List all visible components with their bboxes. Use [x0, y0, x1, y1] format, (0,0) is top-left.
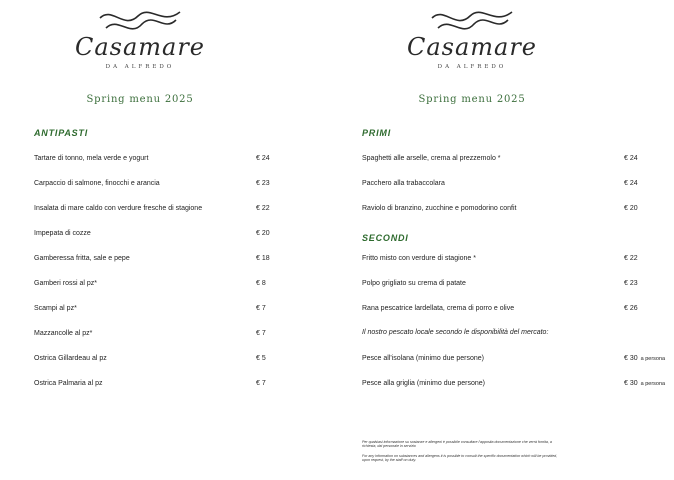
- brand-name: Casamare: [74, 33, 206, 61]
- price-value: € 20: [624, 205, 638, 212]
- menu-item: [362, 155, 674, 167]
- price-value: € 7: [256, 330, 266, 337]
- brand-logo: [402, 8, 542, 78]
- market-note: Il nostro pescato locale secondo le disponibilità del mercato:: [362, 329, 549, 336]
- price-value: € 22: [256, 205, 270, 212]
- price-value: € 5: [256, 355, 266, 362]
- dish-price: [624, 380, 665, 387]
- price-value: € 24: [624, 180, 638, 187]
- menu-page-right: [320, 0, 666, 480]
- price-unit: a persona: [640, 381, 666, 387]
- price-value: € 22: [624, 255, 638, 262]
- price-value: € 8: [256, 280, 266, 287]
- dish-price: [256, 205, 270, 212]
- dish-name: Rana pescatrice lardellata, crema di porro e olive: [362, 305, 515, 312]
- price-value: € 7: [256, 380, 266, 387]
- brand-name: Casamare: [406, 33, 538, 61]
- section-antipasti: ANTIPASTI: [34, 128, 89, 138]
- menu-item: [34, 380, 306, 392]
- dish-price: [624, 305, 638, 312]
- dish-name: Pacchero alla trabaccolara: [362, 180, 445, 187]
- dish-name: Ostrica Palmaria al pz: [34, 380, 103, 387]
- brand-subtitle: DA ALFREDO: [437, 64, 507, 70]
- menu-item: [34, 330, 306, 342]
- menu-item: [34, 305, 306, 317]
- menu-item: [362, 305, 674, 317]
- dish-name: Fritto misto con verdure di stagione *: [362, 255, 476, 262]
- dish-price: [624, 355, 665, 362]
- dish-price: [256, 180, 270, 187]
- dish-name: Insalata di mare caldo con verdure fresche di stagione: [34, 205, 203, 212]
- dish-price: [256, 355, 266, 362]
- dish-name: Tartare di tonno, mela verde e yogurt: [34, 155, 149, 162]
- menu-title: Spring menu 2025: [418, 94, 526, 105]
- dish-name: Raviolo di branzino, zucchine e pomodorino confit: [362, 205, 517, 212]
- dish-price: [256, 155, 270, 162]
- brand-logo: [70, 8, 210, 78]
- footnote-italian: Per qualsiasi informazione su sostanze e allergeni è possibile consultare l'apposita documentazione che verrà fornita, a richiesta, dal personale in servizio: [362, 440, 552, 449]
- menu-item: [34, 280, 306, 292]
- dish-price: [624, 255, 638, 262]
- price-value: € 18: [256, 255, 270, 262]
- brand-subtitle: DA ALFREDO: [105, 64, 175, 70]
- price-value: € 7: [256, 305, 266, 312]
- menu-item: [34, 355, 306, 367]
- wave-logo-icon: [98, 8, 182, 34]
- price-value: € 26: [624, 305, 638, 312]
- dish-price: [256, 255, 270, 262]
- menu-item: [34, 230, 306, 242]
- dish-name: Polpo grigliato su crema di patate: [362, 280, 466, 287]
- dish-price: [256, 380, 266, 387]
- dish-name: Impepata di cozze: [34, 230, 91, 237]
- price-value: € 30: [624, 355, 638, 362]
- menu-item: [34, 155, 306, 167]
- menu-item: [362, 380, 674, 392]
- menu-page-left: [0, 0, 320, 480]
- dish-price: [256, 330, 266, 337]
- menu-item: [362, 355, 674, 367]
- menu-item: [362, 280, 674, 292]
- dish-price: [256, 230, 270, 237]
- dish-price: [624, 280, 638, 287]
- dish-name: Pesce all'isolana (minimo due persone): [362, 355, 484, 362]
- section-primi: PRIMI: [362, 128, 392, 138]
- dish-name: Carpaccio di salmone, finocchi e arancia: [34, 180, 160, 187]
- dish-name: Gamberi rossi al pz*: [34, 280, 98, 287]
- dish-name: Pesce alla griglia (minimo due persone): [362, 380, 485, 387]
- dish-name: Ostrica Gillardeau al pz: [34, 355, 107, 362]
- dish-price: [256, 280, 266, 287]
- dish-name: Scampi al pz*: [34, 305, 77, 312]
- price-value: € 23: [256, 180, 270, 187]
- dish-price: [624, 155, 638, 162]
- price-unit: a persona: [640, 356, 666, 362]
- menu-item: [34, 205, 306, 217]
- dish-name: Mazzancolle al pz*: [34, 330, 93, 337]
- dish-name: Gamberessa fritta, sale e pepe: [34, 255, 130, 262]
- price-value: € 20: [256, 230, 270, 237]
- footnote-english: For any information on substances and allergens it is possible to consult the specific documentation which will be provided, upon request, by the staff on duty.: [362, 454, 558, 463]
- menu-item: [362, 255, 674, 267]
- price-value: € 24: [624, 155, 638, 162]
- menu-title: Spring menu 2025: [86, 94, 194, 105]
- menu-item: [34, 180, 306, 192]
- dish-price: [256, 305, 266, 312]
- section-secondi: SECONDI: [362, 233, 409, 243]
- menu-item: [34, 255, 306, 267]
- price-value: € 23: [624, 280, 638, 287]
- menu-item: [362, 180, 674, 192]
- dish-name: Spaghetti alle arselle, crema al prezzemolo *: [362, 155, 501, 162]
- price-value: € 24: [256, 155, 270, 162]
- price-value: € 30: [624, 380, 638, 387]
- dish-price: [624, 180, 638, 187]
- wave-logo-icon: [430, 8, 514, 34]
- menu-item: [362, 205, 674, 217]
- dish-price: [624, 205, 638, 212]
